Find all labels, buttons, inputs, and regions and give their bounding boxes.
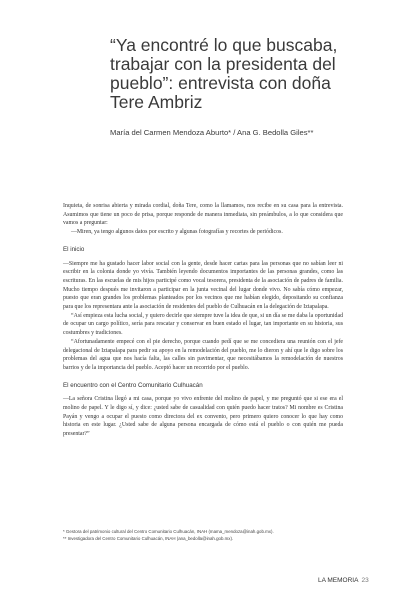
intro-quote: —Miren, ya tengo algunos datos por escrito y algunas fotografías y recortes de periódicos.	[71, 229, 283, 236]
body-paragraph: “Afortunadamente empecé con el pie derecho, porque cuando pedí que se me concediera una reunión con el jefe delegacional de Iztapalapa para pedir su apoyo en la remodelación del pueblo, me lo dieron y ahí que le digo sobre los problemas del agua que nos hacía falta, las calles sin pavimentar, que necesitábamos la remodelación de nuestros barrios y de la importancia del pueblo. Aceptó hacer un recorrido por el pueblo.	[63, 338, 343, 371]
journal-section-name: LA MEMORIA	[318, 577, 359, 584]
footnote: * Gestora del patrimonio cultural del Centro Comunitario Culhuacán, INAH (mama_mendoza@inah.gob.mx).	[63, 529, 274, 534]
page-number: 23	[361, 577, 369, 584]
page-footer	[318, 577, 369, 584]
body-paragraph: “Así empieza esta lucha social, y quiero decirle que siempre tuve la idea de que, si un día se me daba la oportunidad de ocupar un cargo político, sería para rescatar y conservar en buen estado el lugar, tan importante en su historia, sus costumbres y tradiciones.	[63, 312, 343, 337]
article-title	[110, 36, 380, 112]
footnote: ** Investigadora del Centro Comunitario Culhuacán, INAH (ana_bedolla@inah.gob.mx).	[63, 536, 234, 541]
body-paragraph: —Siempre me ha gustado hacer labor social con la gente, desde hacer cartas para las personas que no sabían leer ni escribir en la colonia donde yo vivía. También leyendo documentos importantes de las personas grandes, como las escrituras. En las escuelas de mis hijos participé como vocal tesorera, presidenta de la asociación de padres de familia. Mucho tiempo después me invitaron a participar en la junta vecinal del lugar donde vivo. No sabía cómo empezar, puesto que eran grandes los problemas planteados por los vecinos que me habían elegido, depositando su confianza para que los representara ante la asociación de residentes del pueblo de Culhuacán en la delegación de Iztapalapa.	[63, 260, 343, 311]
title-line: pueblo”: entrevista con doña	[110, 73, 331, 93]
title-line: trabajar con la presidenta del	[110, 54, 336, 74]
intro-paragraph: Inquieta, de sonrisa abierta y mirada cordial, doña Tere, como la llamamos, nos recibe en su casa para la entrevista. Asumimos que tiene un poco de prisa, porque responde de manera inmediata, sin preámbulos, a lo que considera que vamos a preguntar:	[63, 203, 343, 227]
section-heading-encuentro: El encuentro con el Centro Comunitario Culhuacán	[63, 381, 203, 389]
article-authors: María del Carmen Mendoza Aburto* / Ana G. Bedolla Giles**	[110, 128, 314, 137]
title-line: “Ya encontré lo que buscaba,	[110, 35, 338, 55]
section-heading-inicio: El inicio	[63, 245, 85, 253]
body-paragraph: —La señora Cristina llegó a mi casa, porque yo vivo enfrente del molino de papel, y me preguntó que si ese era el molino de papel. Y le digo sí, y dice: ¿usted sabe de casualidad con quién puedo hacer tratos? Mi nombre es Cristina Payán y vengo a ocupar el puesto como directora del ex convento, pero primero quiero conocer lo que hay como historia en este lugar. ¿Usted sabe de alguna persona encargada de cómo está el pueblo o con quién me pueda presentar?”	[63, 396, 343, 438]
footnotes	[63, 528, 353, 542]
article-body	[63, 202, 343, 439]
title-line: Tere Ambriz	[110, 92, 203, 112]
